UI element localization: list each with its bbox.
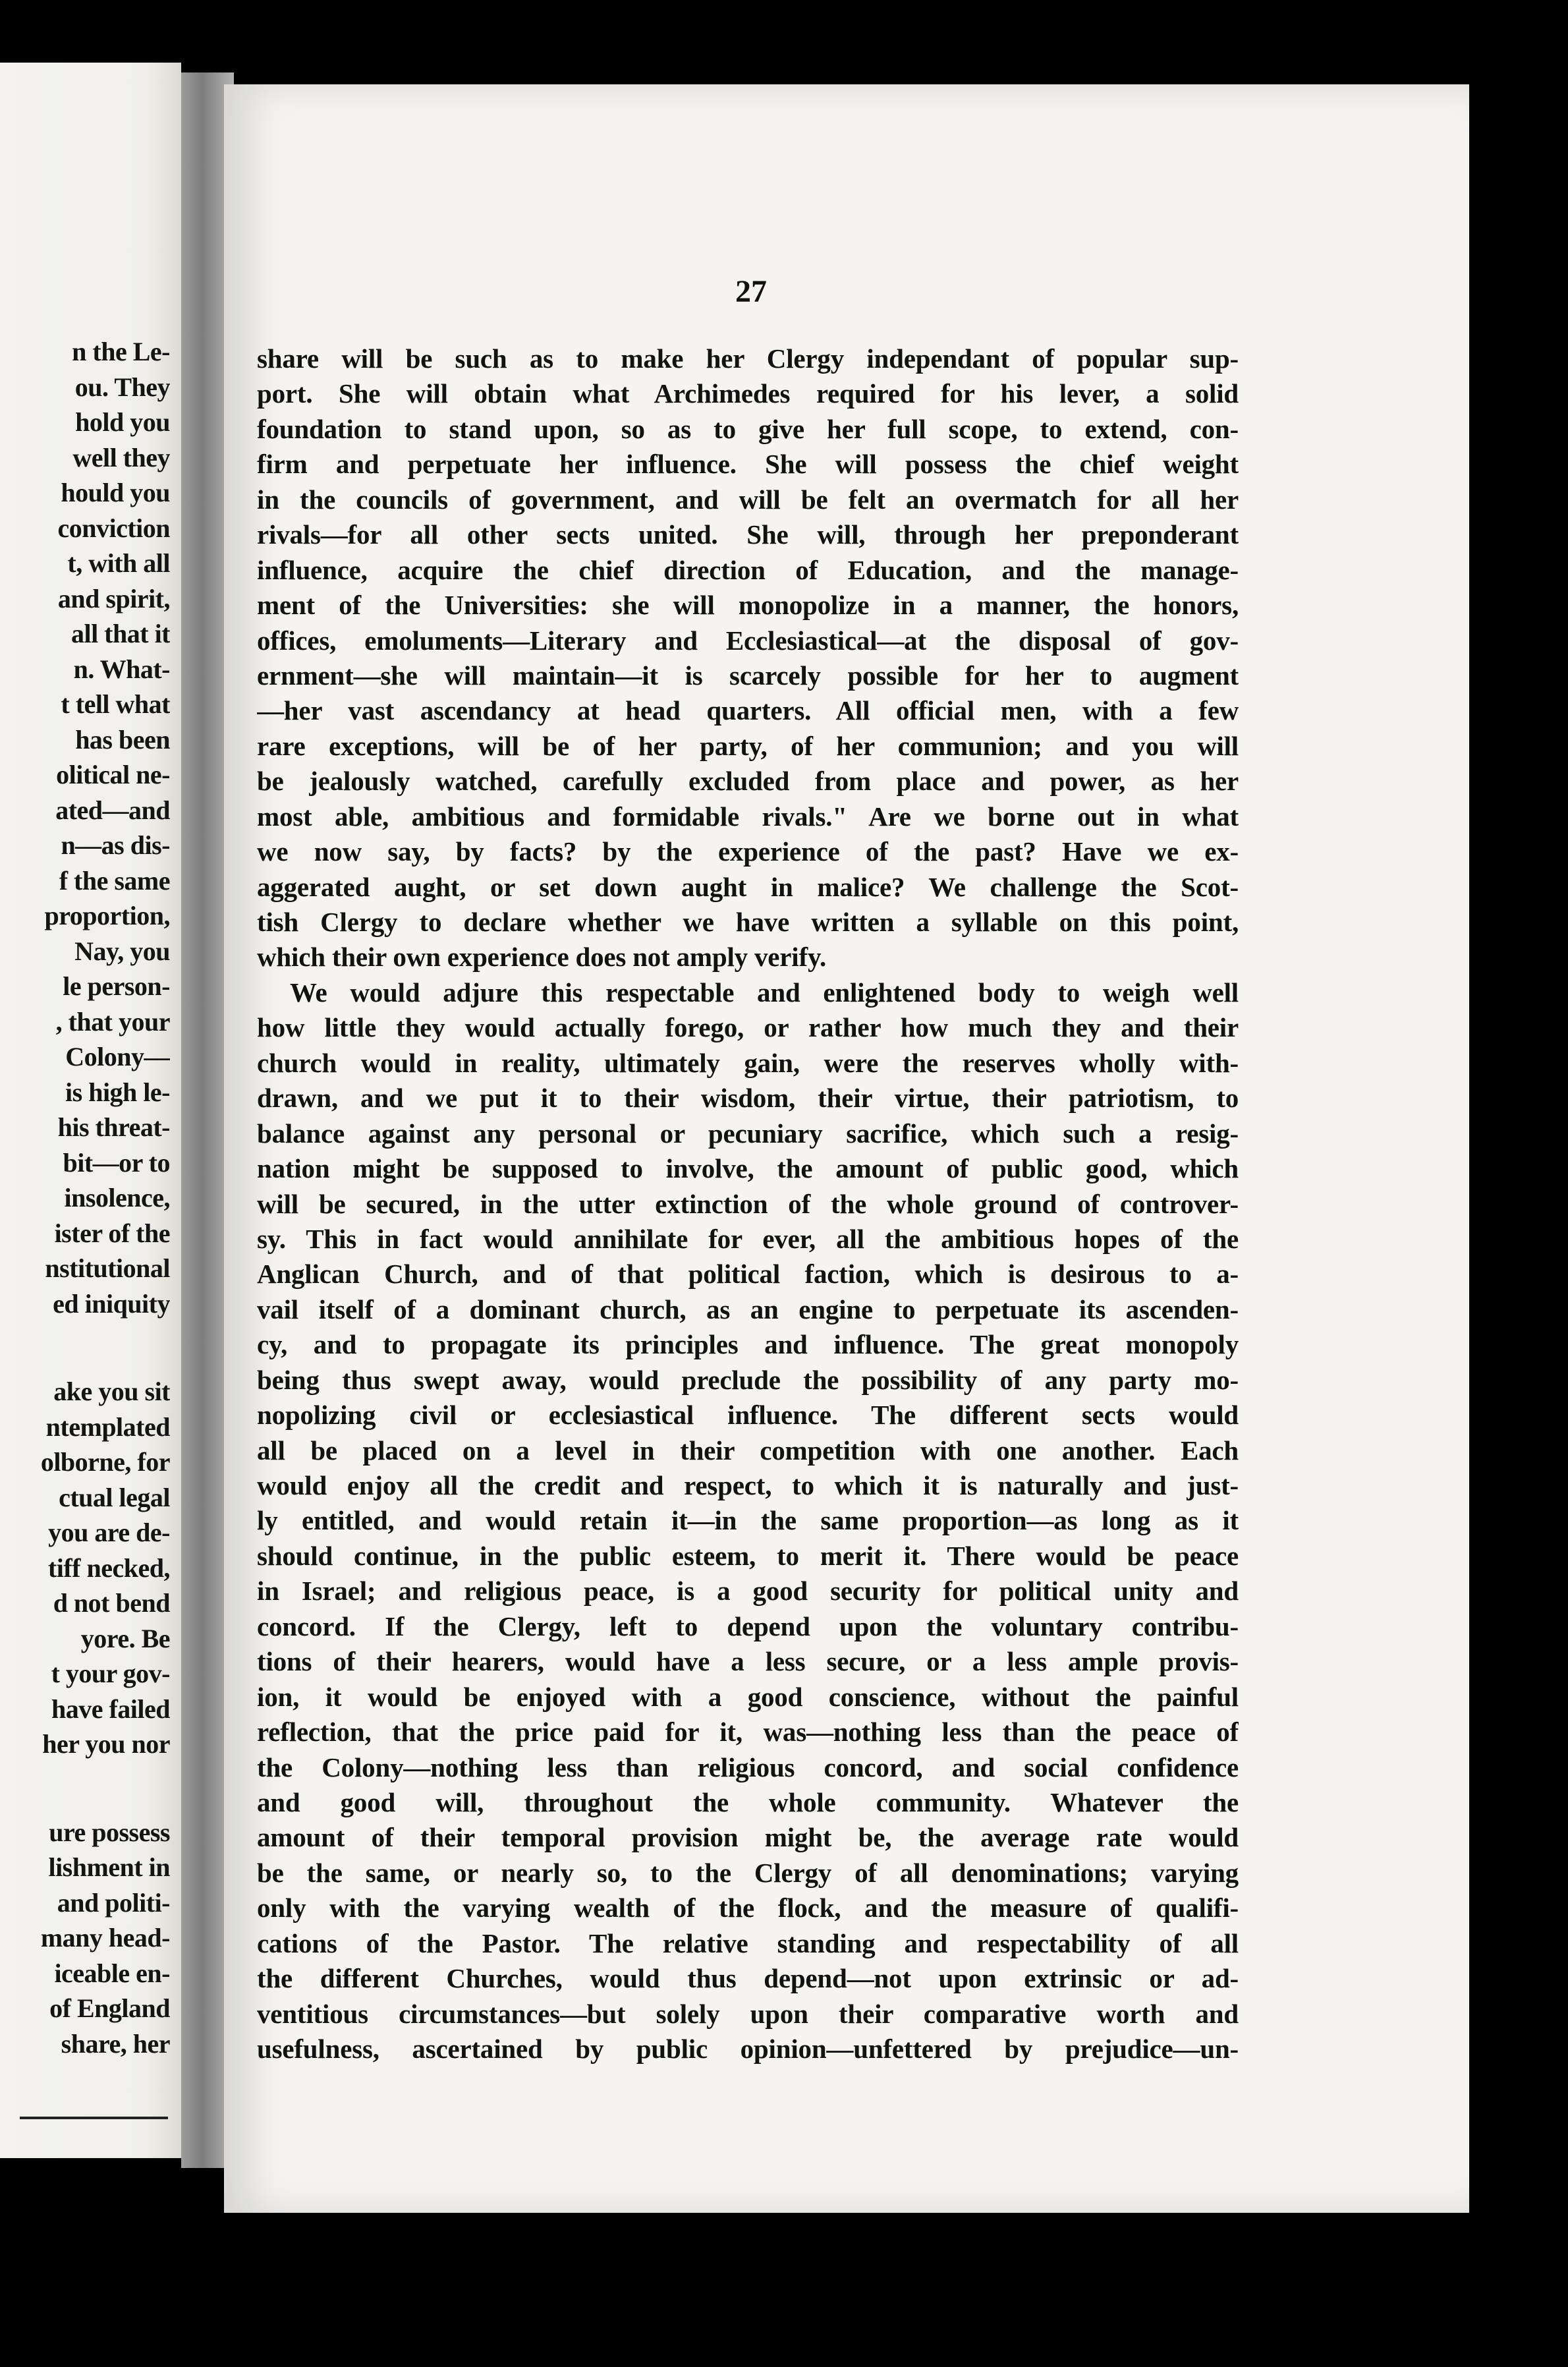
text-line: be the same, or nearly so, to the Clergy of all denominations; varying — [257, 1857, 1239, 1888]
text-line: Anglican Church, and of that political faction, which is desirous to a- — [257, 1259, 1239, 1290]
text-line: firm and perpetuate her influence. She will possess the chief weight — [257, 449, 1239, 480]
page-number: 27 — [735, 274, 767, 309]
text-line: ernment—she will maintain—it is scarcely possible for her to augment — [257, 660, 1239, 691]
text-line: We would adjure this respectable and enlightened body to weigh well — [290, 977, 1239, 1008]
text-line: aggerated aught, or set down aught in malice? We challenge the Scot- — [257, 871, 1239, 902]
text-line: cy, and to propagate its principles and influence. The great monopoly — [257, 1329, 1239, 1360]
text-line: the Colony—nothing less than religious concord, and social confidence — [257, 1752, 1239, 1782]
facing-page-line: bit—or to — [63, 1147, 170, 1178]
text-line: ion, it would be enjoyed with a good conscience, without the painful — [257, 1681, 1239, 1712]
facing-page-fragment — [0, 63, 181, 2158]
text-line: offices, emoluments—Literary and Ecclesiastical—at the disposal of gov- — [257, 625, 1239, 656]
text-line: foundation to stand upon, so as to give her full scope, to extend, con- — [257, 413, 1239, 444]
facing-page-line: hould you — [61, 478, 170, 507]
text-line: reflection, that the price paid for it, was—nothing less than the peace of — [257, 1717, 1239, 1748]
text-line: amount of their temporal provision might be, the average rate would — [257, 1822, 1239, 1853]
text-line: in the councils of government, and will be felt an overmatch for all her — [257, 484, 1239, 515]
text-line: all be placed on a level in their competition with one another. Each — [257, 1435, 1239, 1466]
text-line: we now say, by facts? by the experience of the past? Have we ex- — [257, 836, 1239, 867]
text-line: and good will, throughout the whole community. Whatever the — [257, 1786, 1239, 1817]
facing-page-line: ntemplated — [45, 1412, 170, 1442]
text-line: be jealously watched, carefully excluded from place and power, as her — [257, 766, 1239, 797]
facing-page-line: ure possess — [49, 1817, 170, 1847]
facing-page-line: t tell what — [61, 689, 170, 719]
facing-page-line: olborne, for — [40, 1447, 170, 1477]
facing-page-line: conviction — [57, 513, 170, 543]
facing-page-line: ated—and — [55, 795, 170, 825]
body-text — [257, 341, 1239, 2067]
text-line: rare exceptions, will be of her party, of her communion; and you will — [257, 730, 1239, 761]
text-line: concord. If the Clergy, left to depend upon the voluntary contribu- — [257, 1611, 1239, 1641]
facing-page-line: all that it — [70, 619, 170, 648]
facing-page-line: is high le- — [65, 1077, 170, 1107]
facing-page-line: , that your — [55, 1006, 170, 1037]
facing-page-line: share, her — [61, 2028, 170, 2059]
footnote-rule — [20, 2117, 168, 2119]
facing-page-line: f the same — [59, 865, 170, 896]
facing-page-line: yore. Be — [80, 1623, 170, 1653]
facing-page-line: of England — [49, 1993, 170, 2023]
facing-page-line: insolence, — [64, 1183, 170, 1212]
facing-page-line: and spirit, — [57, 583, 170, 613]
facing-page-line: tiff necked, — [47, 1553, 170, 1583]
facing-page-line: have failed — [51, 1694, 170, 1724]
facing-page-line: ou. They — [74, 372, 170, 402]
facing-page-line: n the Le- — [72, 337, 170, 366]
facing-page-line: olitical ne- — [56, 760, 170, 789]
facing-page-line: n. What- — [73, 654, 170, 684]
facing-page-line: hold you — [75, 407, 170, 437]
text-line: the different Churches, would thus depend—not upon extrinsic or ad- — [257, 1963, 1239, 1994]
text-line: rivals—for all other sects united. She will, through her preponderant — [257, 519, 1239, 550]
text-line: should continue, in the public esteem, to merit it. There would be peace — [257, 1540, 1239, 1571]
facing-page-line: his threat- — [57, 1112, 170, 1142]
text-line: port. She will obtain what Archimedes required for his lever, a solid — [257, 378, 1239, 409]
facing-page-line: many head- — [40, 1923, 170, 1953]
facing-page-line: her you nor — [42, 1729, 170, 1759]
text-line: in Israel; and religious peace, is a good security for political unity and — [257, 1576, 1239, 1607]
facing-page-line: n—as dis- — [61, 830, 170, 860]
text-line: only with the varying wealth of the flock, and the measure of qualifi- — [257, 1893, 1239, 1924]
text-line: will be secured, in the utter extinction of the whole ground of controver- — [257, 1188, 1239, 1219]
text-line: sy. This in fact would annihilate for ever, all the ambitious hopes of the — [257, 1223, 1239, 1254]
facing-page-line: nstitutional — [45, 1253, 170, 1283]
facing-page-line: proportion, — [44, 901, 170, 930]
text-line: ly entitled, and would retain it—in the same proportion—as long as it — [257, 1505, 1239, 1536]
facing-page-line: Nay, you — [74, 936, 170, 966]
text-line: how little they would actually forego, or rather how much they and their — [257, 1012, 1239, 1043]
facing-page-line: t, with all — [67, 548, 170, 578]
facing-page-line: ister of the — [54, 1218, 170, 1248]
text-line: cations of the Pastor. The relative standing and respectability of all — [257, 1927, 1239, 1958]
text-line: tions of their hearers, would have a less secure, or a less ample provis- — [257, 1646, 1239, 1677]
facing-page-line: t your gov- — [51, 1659, 170, 1688]
text-line: share will be such as to make her Clergy independant of popular sup- — [257, 343, 1239, 374]
text-line: church would in reality, ultimately gain, were the reserves wholly with- — [257, 1047, 1239, 1078]
text-line: ventitious circumstances—but solely upon their comparative worth and — [257, 1998, 1239, 2029]
facing-page-line: le person- — [63, 971, 170, 1001]
text-line: vail itself of a dominant church, as an engine to perpetuate its ascenden- — [257, 1294, 1239, 1325]
facing-page-text — [0, 334, 170, 2061]
facing-page-line: Colony— — [65, 1042, 170, 1071]
facing-page-line: lishment in — [48, 1852, 170, 1882]
facing-page-line: d not bend — [53, 1588, 170, 1618]
facing-page-line: you are de- — [48, 1518, 170, 1547]
text-line: would enjoy all the credit and respect, to which it is naturally and just- — [257, 1470, 1239, 1500]
text-line: drawn, and we put it to their wisdom, their virtue, their patriotism, to — [257, 1083, 1239, 1114]
facing-page-gap — [0, 1321, 170, 1374]
text-line: tish Clergy to declare whether we have written a syllable on this point, — [257, 907, 1239, 937]
facing-page-line: ake you sit — [53, 1377, 170, 1406]
facing-page-line: ctual legal — [59, 1482, 170, 1512]
facing-page-line: well they — [72, 442, 170, 472]
text-line: most able, ambitious and formidable rivals." Are we borne out in what — [257, 801, 1239, 832]
facing-page-gap — [0, 1762, 170, 1815]
text-line: ment of the Universities: she will monopolize in a manner, the honors, — [257, 590, 1239, 621]
text-line: usefulness, ascertained by public opinion—unfettered by prejudice—un- — [257, 2034, 1239, 2064]
text-line: which their own experience does not amply verify. — [257, 942, 827, 973]
text-line: being thus swept away, would preclude the possibility of any party mo- — [257, 1364, 1239, 1395]
text-line: nation might be supposed to involve, the amount of public good, which — [257, 1153, 1239, 1184]
facing-page-line: has been — [75, 724, 170, 755]
text-line: influence, acquire the chief direction of Education, and the manage- — [257, 554, 1239, 585]
text-line: —her vast ascendancy at head quarters. All official men, with a few — [257, 695, 1239, 726]
text-line: nopolizing civil or ecclesiastical influence. The different sects would — [257, 1400, 1239, 1431]
facing-page-line: iceable en- — [54, 1958, 170, 1988]
facing-page-line: and politi- — [57, 1887, 170, 1918]
facing-page-line: ed iniquity — [53, 1288, 170, 1319]
text-line: balance against any personal or pecuniary sacrifice, which such a resig- — [257, 1118, 1239, 1149]
